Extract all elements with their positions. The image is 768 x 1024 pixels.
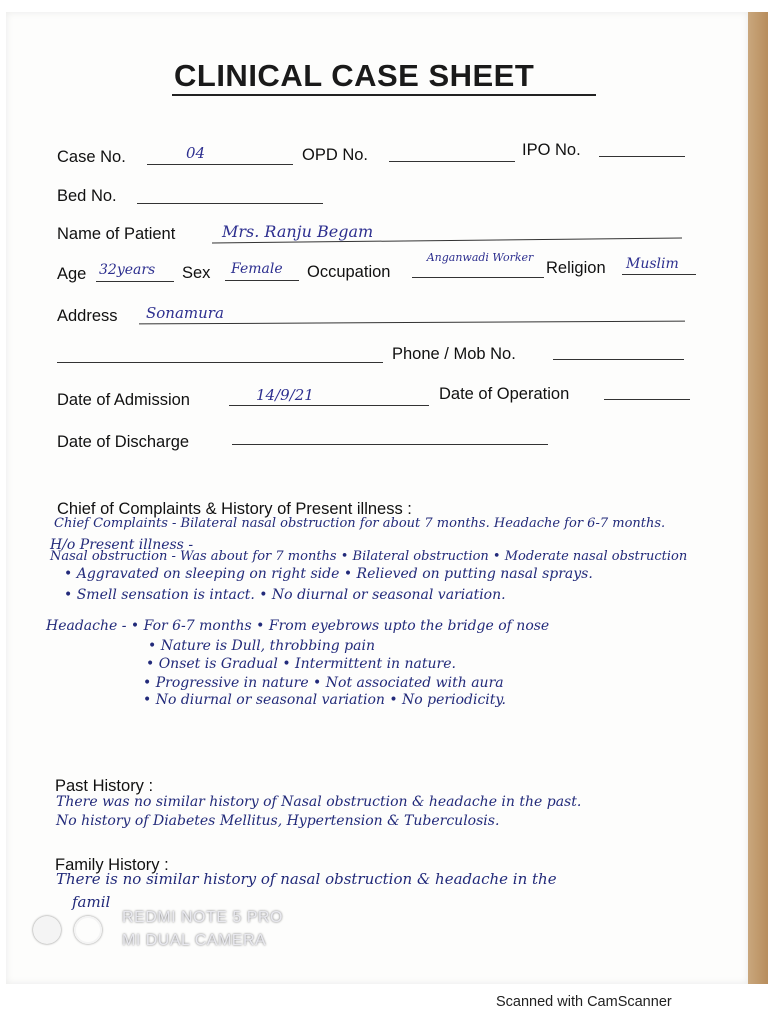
phone-line [553, 359, 684, 360]
opd-no-label: OPD No. [302, 146, 369, 164]
name-label: Name of Patient [57, 225, 176, 243]
sex-line [225, 280, 299, 281]
patient-name-value: Mrs. Ranju Begam [222, 222, 374, 241]
bed-no-label: Bed No. [57, 187, 117, 205]
complaint-line: Chief Complaints - Bilateral nasal obstruction for about 7 months. Headache for 6-7 months. [54, 516, 666, 531]
complaint-line: • Nature is Dull, throbbing pain [148, 638, 375, 654]
complaints-heading: Chief of Complaints & History of Present illness : [57, 500, 412, 518]
case-no-value: 04 [186, 144, 206, 162]
complaint-line: H/o Present illness - [50, 537, 194, 553]
family-history-heading: Family History : [55, 856, 169, 874]
complaint-line: • Smell sensation is intact. • No diurnal or seasonal variation. [64, 587, 506, 603]
complaint-line: • Onset is Gradual • Intermittent in nature. [146, 656, 456, 672]
sex-value: Female [231, 261, 283, 277]
past-history-line: There was no similar history of Nasal obstruction & headache in the past. [56, 794, 582, 810]
opd-no-line [389, 161, 515, 162]
age-line [96, 281, 174, 282]
complaint-line: • Progressive in nature • Not associated with aura [143, 675, 504, 691]
complaint-line: • Aggravated on sleeping on right side • Relieved on putting nasal sprays. [64, 566, 593, 582]
address-label: Address [57, 307, 118, 325]
complaint-line: Headache - • For 6-7 months • From eyebrows upto the bridge of nose [46, 618, 550, 634]
admission-value: 14/9/21 [256, 386, 314, 404]
watermark-line-1: REDMI NOTE 5 PRO [122, 909, 283, 926]
bed-no-line [137, 203, 323, 204]
watermark-ring-icon [74, 916, 102, 944]
operation-line [604, 399, 690, 400]
past-history-heading: Past History : [55, 777, 154, 795]
phone-label: Phone / Mob No. [392, 345, 516, 363]
title-underline [172, 94, 596, 96]
occupation-value: Anganwadi Worker [426, 251, 534, 264]
address-line-2 [57, 362, 383, 363]
watermark-circle-icon [33, 916, 61, 944]
age-label: Age [57, 265, 87, 283]
religion-label: Religion [546, 259, 606, 277]
family-history-line: There is no similar history of nasal obstruction & headache in the [56, 870, 557, 888]
sex-label: Sex [182, 264, 211, 282]
camscanner-footer: Scanned with CamScanner [496, 994, 672, 1010]
family-history-line: famil [72, 893, 111, 911]
age-value: 32years [99, 262, 156, 278]
admission-line [229, 405, 429, 406]
religion-value: Muslim [626, 256, 679, 272]
case-no-line [147, 164, 293, 165]
admission-label: Date of Admission [57, 391, 190, 409]
operation-label: Date of Operation [439, 385, 570, 403]
ipo-no-label: IPO No. [522, 141, 581, 159]
discharge-line [232, 444, 548, 445]
occupation-line [412, 277, 544, 278]
past-history-line: No history of Diabetes Mellitus, Hypertension & Tuberculosis. [56, 813, 500, 829]
page-title: CLINICAL CASE SHEET [174, 58, 535, 93]
religion-line [622, 274, 696, 275]
watermark-line-2: MI DUAL CAMERA [122, 932, 267, 949]
ipo-no-line [599, 156, 685, 157]
case-no-label: Case No. [57, 148, 126, 166]
address-value: Sonamura [146, 304, 224, 322]
complaint-line: Nasal obstruction - Was about for 7 months • Bilateral obstruction • Moderate nasal obstruction [50, 549, 688, 564]
complaint-line: • No diurnal or seasonal variation • No periodicity. [143, 692, 506, 708]
camera-watermark [122, 906, 283, 952]
occupation-label: Occupation [307, 263, 391, 281]
discharge-label: Date of Discharge [57, 433, 190, 451]
desk-edge [748, 12, 768, 984]
